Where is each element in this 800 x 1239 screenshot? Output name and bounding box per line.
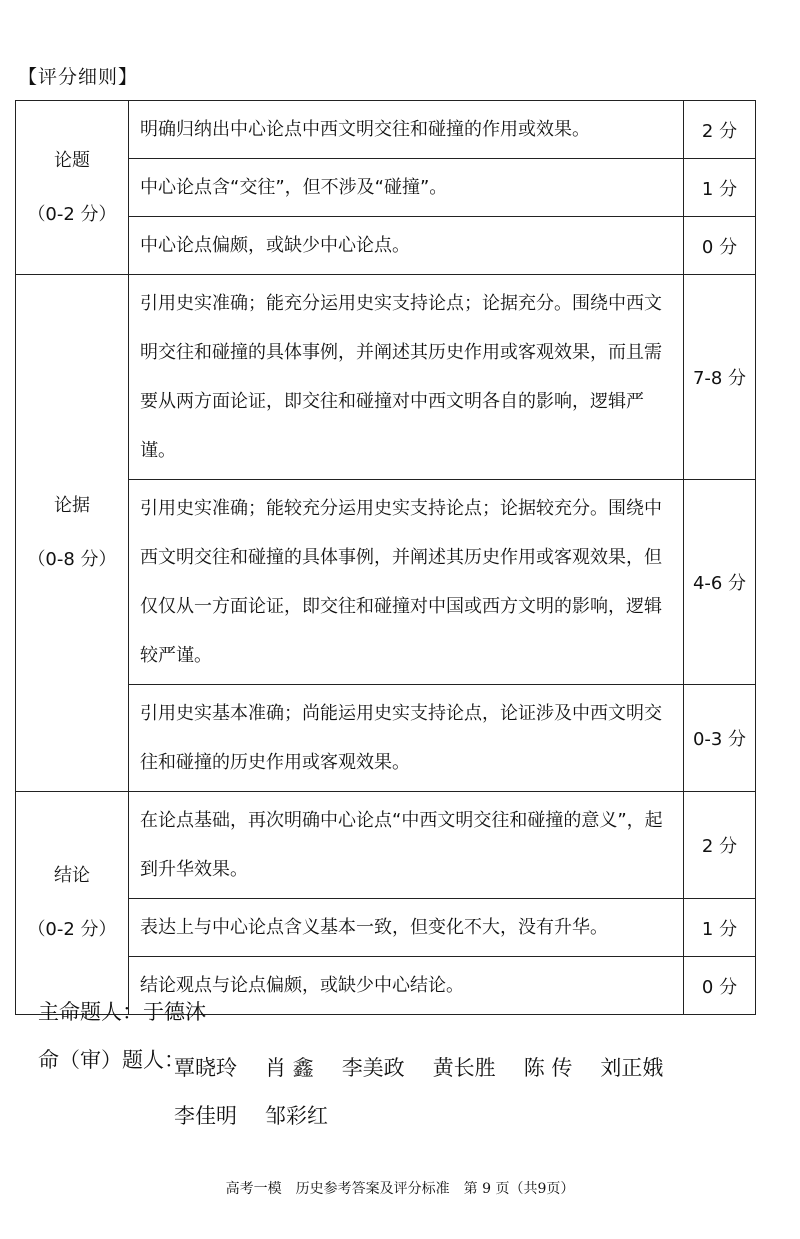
reviewer-name: 陈 传 [523,1056,573,1080]
table-row [16,101,756,159]
score-cell: 0 分 [684,957,756,1015]
criterion-cell: 结论观点与论点偏颇，或缺少中心结论。 [129,957,684,1015]
score-cell: 2 分 [684,792,756,899]
score-cell: 0 分 [684,217,756,275]
reviewer-name: 邹彩红 [265,1104,328,1128]
page-footer: 高考一模 历史参考答案及评分标准 第 9 页（共9页） [225,1181,575,1197]
category-range: （0-2 分） [27,203,117,225]
reviewers-label: 命（审）题人： [38,1048,185,1072]
category-name: 论题 [54,149,90,171]
criterion-cell: 明确归纳出中心论点中西文明交往和碰撞的作用或效果。 [129,101,684,159]
reviewer-name: 黄长胜 [432,1056,496,1080]
score-cell: 2 分 [684,101,756,159]
reviewer-list [174,1044,774,1140]
category-name: 结论 [54,865,90,886]
reviewer-name: 刘正娥 [600,1056,664,1080]
score-cell: 1 分 [684,899,756,957]
criterion-cell: 引用史实基本准确；尚能运用史实支持论点，论证涉及中西文明交往和碰撞的历史作用或客观效果。 [129,685,684,792]
category-topic [16,101,129,275]
category-range: （0-8 分） [27,549,117,570]
reviewer-name: 覃晓玲 [174,1056,237,1080]
category-evidence [16,275,129,792]
criterion-cell: 中心论点偏颇，或缺少中心论点。 [129,217,684,275]
criterion-cell: 引用史实准确；能较充分运用史实支持论点；论据较充分。围绕中西文明交往和碰撞的具体事例，并阐述其历史作用或客观效果，但仅仅从一方面论证，即交往和碰撞对中国或西方文明的影响，逻辑较严谨。 [129,480,684,685]
category-name: 论据 [54,495,90,516]
table-row [16,275,756,480]
reviewer-name: 李美政 [341,1056,405,1080]
chief-proposer: 主命题人：于德沐 [38,1000,206,1024]
score-cell: 1 分 [684,159,756,217]
score-cell: 7-8 分 [684,275,756,480]
criterion-cell: 中心论点含“交往”，但不涉及“碰撞”。 [129,159,684,217]
reviewer-name: 肖 鑫 [265,1056,314,1080]
category-range: （0-2 分） [27,919,117,940]
table-row [16,792,756,899]
score-cell: 4-6 分 [684,480,756,685]
category-conclusion [16,792,129,1015]
criterion-cell: 在论点基础，再次明确中心论点“中西文明交往和碰撞的意义”，起到升华效果。 [129,792,684,899]
reviewer-name: 李佳明 [174,1104,237,1128]
section-title: 【评分细则】 [18,66,139,88]
scoring-rubric-table [15,100,756,1015]
criterion-cell: 表达上与中心论点含义基本一致，但变化不大，没有升华。 [129,899,684,957]
score-cell: 0-3 分 [684,685,756,792]
criterion-cell: 引用史实准确；能充分运用史实支持论点；论据充分。围绕中西文明交往和碰撞的具体事例，并阐述其历史作用或客观效果，而且需要从两方面论证，即交往和碰撞对中西文明各自的影响，逻辑严谨。 [129,275,684,480]
